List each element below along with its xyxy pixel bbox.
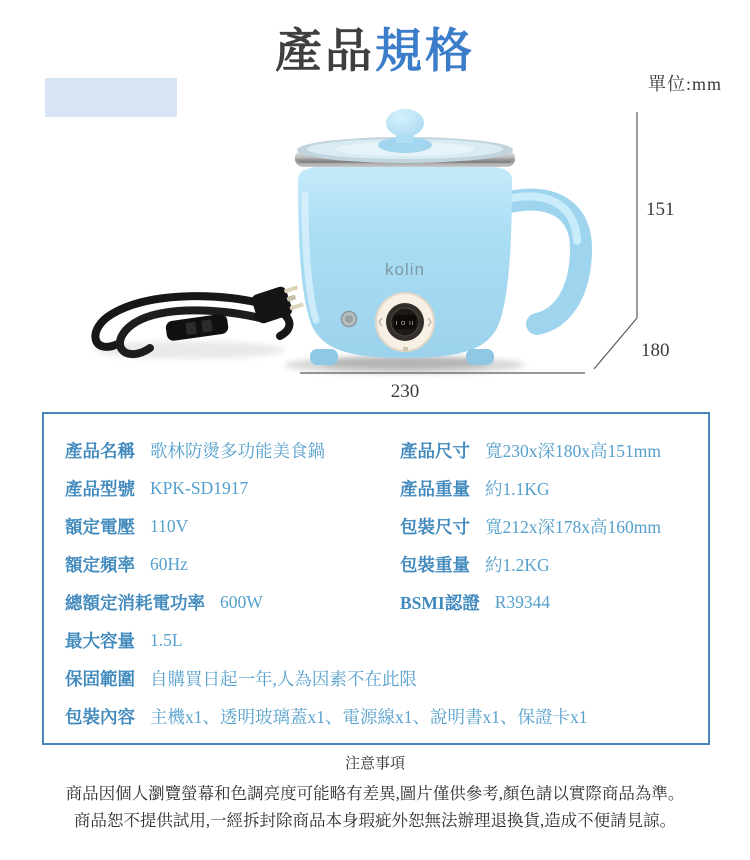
spec-label: 額定頻率	[65, 554, 135, 575]
page-title-blue: 規格	[375, 26, 475, 78]
spec-value: 主機x1、透明玻璃蓋x1、電源線x1、說明書x1、保證卡x1	[150, 706, 588, 727]
cord-connector	[165, 313, 229, 341]
page-title	[0, 14, 750, 81]
spec-label: BSMI認證	[400, 592, 480, 613]
spec-label: 保固範圍	[65, 668, 135, 689]
pot-handle	[505, 196, 581, 324]
unit-label: 單位:mm	[647, 74, 722, 94]
cord-plug	[250, 281, 305, 324]
spec-label: 包裝重量	[400, 554, 470, 575]
spec-row-package-weight	[400, 545, 661, 583]
spec-row-warranty	[65, 659, 588, 697]
indicator-light	[342, 312, 357, 327]
power-cord-illustration	[95, 281, 305, 359]
spec-value: 寬230x深180x高151mm	[485, 440, 661, 461]
pot-foot-right	[466, 349, 494, 365]
spec-row-bsmi	[400, 583, 661, 621]
dimension-line-depth	[594, 318, 637, 369]
spec-value: 1.5L	[150, 629, 183, 650]
spec-row-capacity	[65, 621, 588, 659]
brand-logo: kolin	[385, 260, 425, 279]
spec-row-product-size	[400, 431, 661, 469]
spec-row-product-weight	[400, 469, 661, 507]
spec-value: 60Hz	[150, 553, 188, 574]
dimension-depth-label: 180	[641, 340, 670, 361]
spec-row-package-size	[400, 507, 661, 545]
spec-label: 額定電壓	[65, 516, 135, 537]
spec-column-right	[400, 431, 661, 621]
notes-line-2: 商品恕不提供試用,一經拆封除商品本身瑕疵外恕無法辦理退換貨,造成不便請見諒。	[73, 811, 677, 830]
dimension-width-label: 230	[390, 381, 420, 402]
spec-label: 包裝尺寸	[400, 516, 470, 537]
pot-illustration	[295, 109, 581, 365]
spec-value: 110V	[150, 515, 189, 536]
spec-label: 產品型號	[65, 478, 135, 499]
notes-line-1: 商品因個人瀏覽螢幕和色調亮度可能略有差異,圖片僅供參考,顏色請以實際商品為準。	[65, 784, 685, 803]
spec-value: 自購買日起一年,人為因素不在此限	[150, 668, 417, 689]
notes-section	[0, 752, 750, 834]
pot-lid-knob	[378, 109, 432, 153]
spec-table	[42, 412, 710, 745]
switch-positions-label: I O II	[395, 321, 415, 327]
spec-value: R39344	[494, 591, 551, 612]
spec-value: 600W	[220, 591, 263, 612]
spec-value: 寬212x深178x高160mm	[485, 516, 661, 537]
spec-label: 產品尺寸	[400, 440, 470, 461]
spec-value: KPK-SD1917	[150, 477, 249, 498]
spec-label: 包裝內容	[65, 706, 135, 727]
spec-label: 產品名稱	[65, 440, 135, 461]
spec-label: 產品重量	[400, 478, 470, 499]
spec-label: 總額定消耗電功率	[65, 592, 205, 613]
spec-value: 歌林防燙多功能美食鍋	[150, 440, 325, 461]
spec-row-package-contents	[65, 697, 588, 735]
spec-value: 約1.1KG	[485, 478, 550, 499]
pot-foot-left	[310, 349, 338, 365]
notes-heading: 注意事項	[344, 756, 405, 772]
dimension-height-label: 151	[646, 199, 675, 220]
spec-value: 約1.2KG	[485, 554, 550, 575]
product-illustration	[0, 105, 750, 405]
page-title-dark: 產品	[275, 26, 375, 78]
power-switch-dial	[376, 293, 434, 351]
spec-label: 最大容量	[65, 630, 135, 651]
